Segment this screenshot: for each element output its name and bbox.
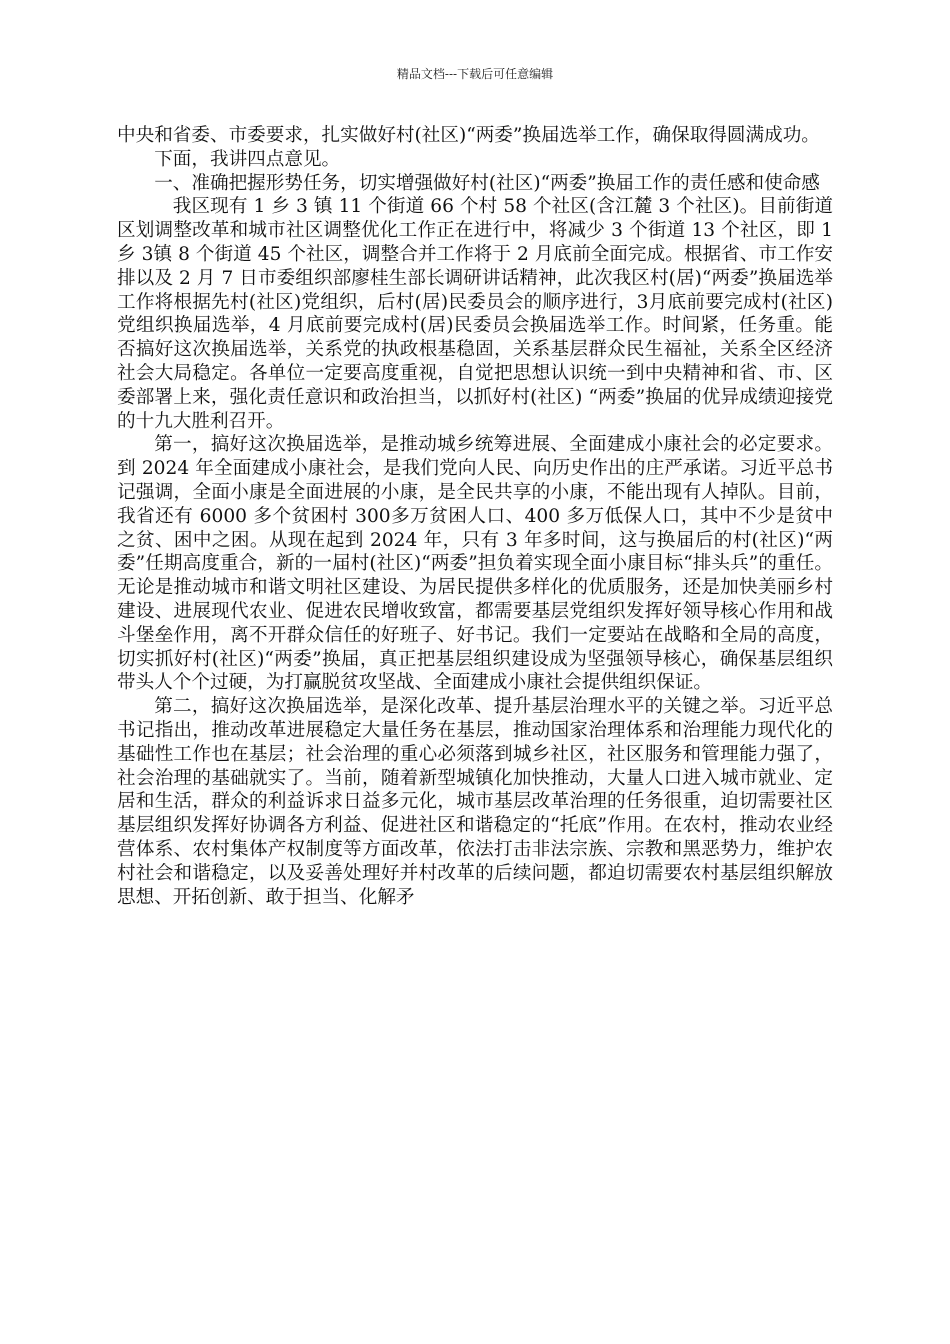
paragraph-4: 第一，搞好这次换届选举，是推动城乡统筹进展、全面建成小康社会的必定要求。到 2024 年全面建成小康社会，是我们党向人民、向历史作出的庄严承诺。习近平总书记强调，全面小康是全面进展的小康，是全民共享的小康，不能出现有人掉队。目前，我省还有 6000 多个贫困村 300多万贫困人口、400 多万低保人口，其中不少是贫中之贫、困中之困。从现在起到 2024 年，只有 3 年多时间，这与换届后的村(社区)“两委”任期高度重合，新的一届村(社区)“两委”担负着实现全面小康目标“排头兵”的重任。无论是推动城市和谐文明社区建设、为居民提供多样化的优质服务，还是加快美丽乡村建设、进展现代农业、促进农民增收致富，都需要基层党组织发挥好领导核心作用和战斗堡垒作用，离不开群众信任的好班子、好书记。我们一定要站在战略和全局的高度，切实抓好村(社区)“两委”换届，真正把基层组织建设成为坚强领导核心，确保基层组织带头人个个过硬，为打赢脱贫攻坚战、全面建成小康社会提供组织保证。: [117, 434, 833, 694]
paragraph-2: 下面，我讲四点意见。: [154, 148, 341, 170]
paragraph-3: 我区现有 1 乡 3 镇 11 个街道 66 个村 58 个社区(含江麓 3 个社区)。目前街道区划调整改革和城市社区调整优化工作正在进行中，将减少 3 个街道 13 个社区，即 1 乡 3镇 8 个街道 45 个社区，调整合并工作将于 2 月底前全面完成。根据省、市工作安排以及 2 月 7 日市委组织部廖桂生部长调研讲话精神，此次我区村(居)“两委”换届选举工作将根据先村(社区)党组织，后村(居)民委员会的顺序进行，3月底前要完成村(社区)党组织换届选举，4 月底前要完成村(居)民委员会换届选举工作。时间紧，任务重。能否搞好这次换届选举，关系党的执政根基稳固，关系基层群众民生福祉，关系全区经济社会大局稳定。各单位一定要高度重视，自觉把思想认识统一到中央精神和省、市、区委部署上来，强化责任意识和政治担当，以抓好村(社区) “两委”换届的优异成绩迎接党的十九大胜利召开。: [117, 196, 833, 432]
paragraph-1: 中央和省委、市委要求，扎实做好村(社区)“两委”换届选举工作，确保取得圆满成功。: [117, 125, 820, 146]
page-header: 精品文档---下载后可任意编辑: [396, 67, 554, 81]
section-heading-1: 一、准确把握形势任务，切实增强做好村(社区)“两委”换届工作的责任感和使命感: [154, 172, 820, 194]
document-body: [117, 124, 833, 909]
paragraph-5: 第二，搞好这次换届选举，是深化改革、提升基层治理水平的关键之举。习近平总书记指出，推动改革进展稳定大量任务在基层，推动国家治理体系和治理能力现代化的基础性工作也在基层；社会治理的重心必须落到城乡社区，社区服务和管理能力强了，社会治理的基础就实了。当前，随着新型城镇化加快推动，大量人口进入城市就业、定居和生活，群众的利益诉求日益多元化，城市基层改革治理的任务很重，迫切需要社区基层组织发挥好协调各方利益、促进社区和谐稳定的“托底”作用。在农村，推动农业经营体系、农村集体产权制度等方面改革，依法打击非法宗族、宗教和黑恶势力，维护农村社会和谐稳定，以及妥善处理好并村改革的后续问题，都迫切需要农村基层组织解放思想、开拓创新、敢于担当、化解矛: [117, 696, 833, 908]
